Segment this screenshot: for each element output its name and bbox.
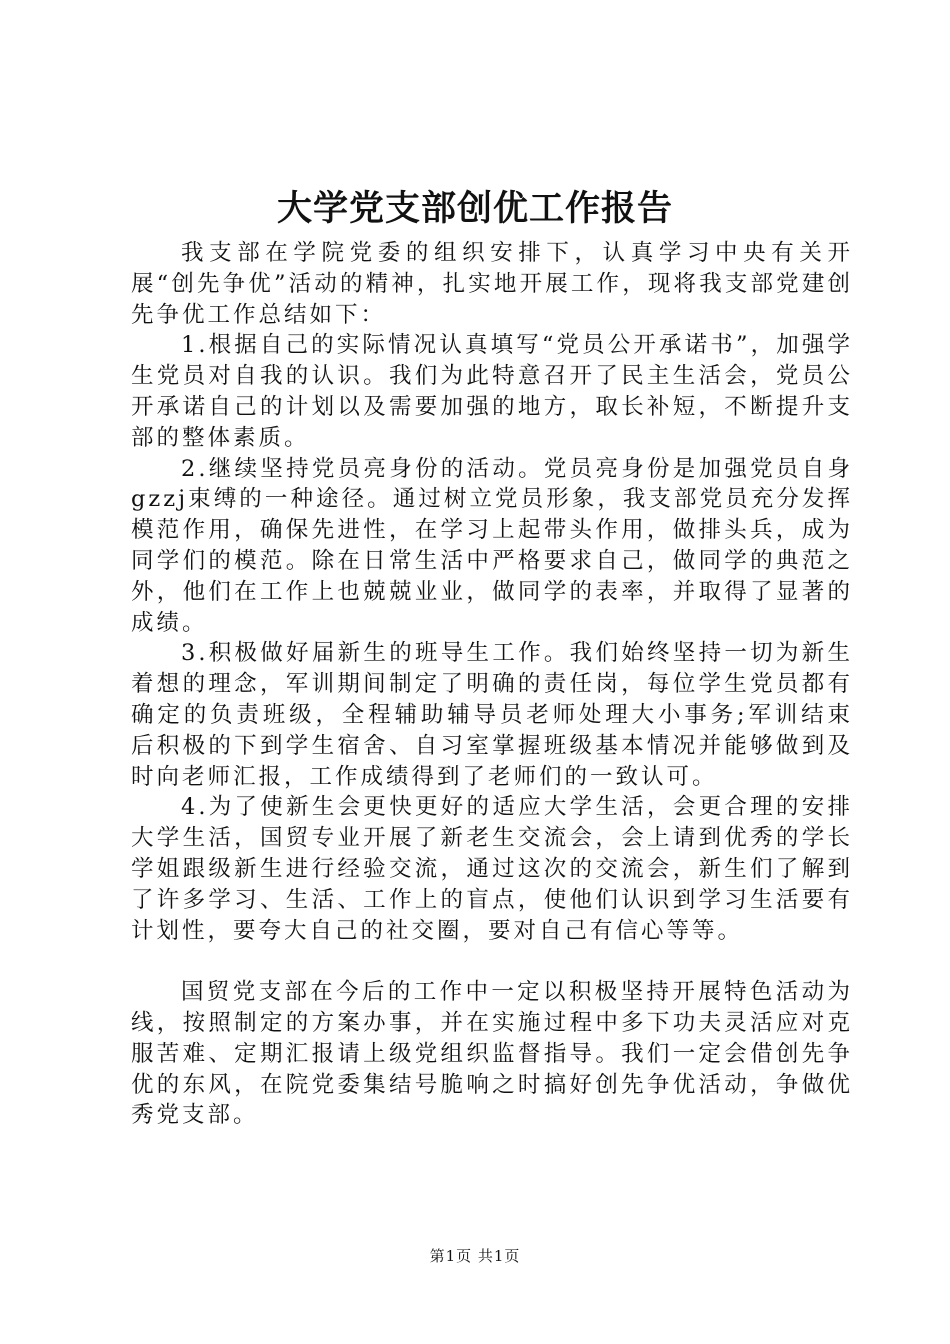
paragraph-item-3: 3.积极做好届新生的班导生工作。我们始终坚持一切为新生着想的理念，军训期间制定了明确的责任岗，每位学生党员都有确定的负责班级，全程辅助辅导员老师处理大小事务;军训结束后积极的下到学生宿舍、自习室掌握班级基本情况并能够做到及时向老师汇报，工作成绩得到了老师们的一致认可。 [131, 640, 853, 790]
paragraph-item-2: 2.继续坚持党员亮身份的活动。党员亮身份是加强党员自身gzzj束缚的一种途径。通过树立党员形象，我支部党员充分发挥模范作用，确保先进性，在学习上起带头作用，做排头兵，成为同学们的模范。除在日常生活中严格要求自己，做同学的典范之外，他们在工作上也兢兢业业，做同学的表率，并取得了显著的成绩。 [131, 455, 853, 636]
paragraph-item-1: 1.根据自己的实际情况认真填写“党员公开承诺书”，加强学生党员对自我的认识。我们为此特意召开了民主生活会，党员公开承诺自己的计划以及需要加强的地方，取长补短，不断提升支部的整体素质。 [131, 332, 853, 451]
paragraph-item-4: 4.为了使新生会更快更好的适应大学生活，会更合理的安排大学生活，国贸专业开展了新老生交流会，会上请到优秀的学长学姐跟级新生进行经验交流，通过这次的交流会，新生们了解到了许多学习、生活、工作上的盲点，使他们认识到学习生活要有计划性，要夸大自己的社交圈，要对自己有信心等等。 [131, 794, 853, 944]
document-title: 大学党支部创优工作报告 [276, 188, 673, 229]
paragraph-intro: 我支部在学院党委的组织安排下，认真学习中央有关开展“创先争优”活动的精神，扎实地开展工作，现将我支部党建创先争优工作总结如下： [131, 240, 853, 328]
document-body [131, 238, 853, 1131]
paragraph-conclusion: 国贸党支部在今后的工作中一定以积极坚持开展特色活动为线，按照制定的方案办事，并在实施过程中多下功夫灵活应对克服苦难、定期汇报请上级党组织监督指导。我们一定会借创先争优的东风，在院党委集结号脆响之时搞好创先争优活动，争做优秀党支部。 [131, 979, 853, 1129]
paragraph-spacer [131, 946, 853, 977]
page-number-footer: 第1页 共1页 [429, 1247, 521, 1265]
